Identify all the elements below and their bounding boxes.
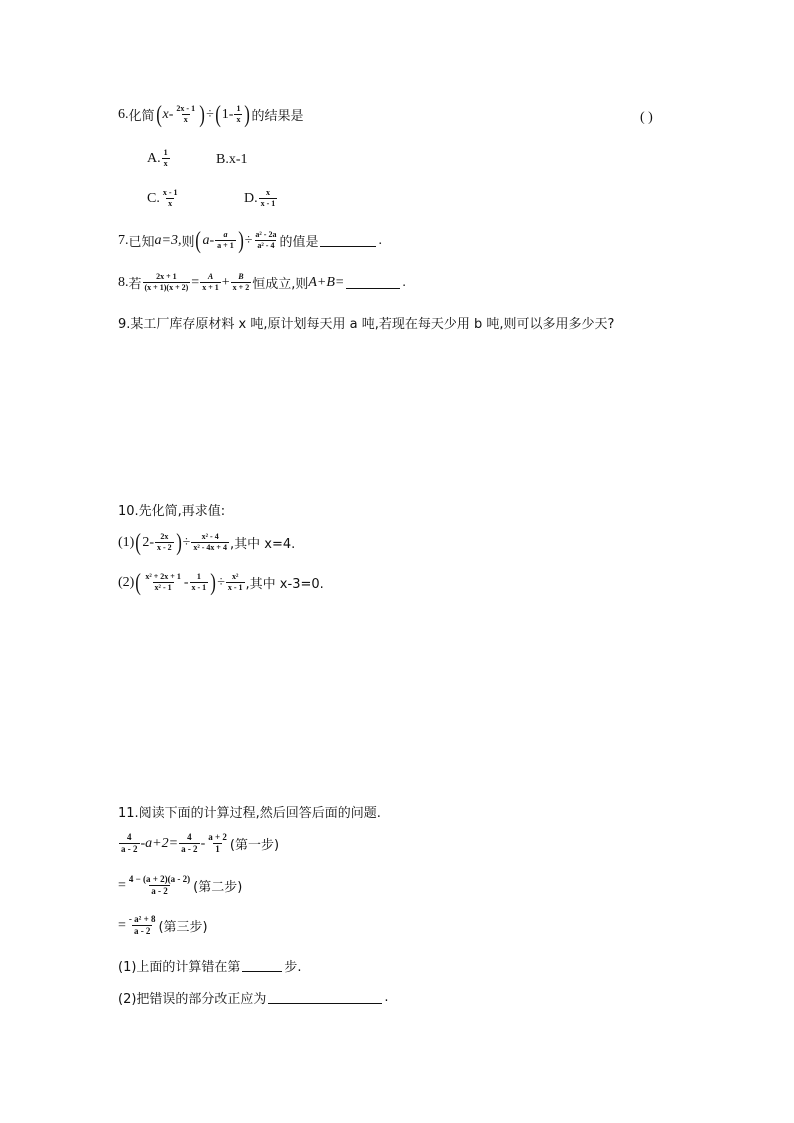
q6-fraction-1 xyxy=(174,104,197,125)
q8-tail: 恒成立,则 xyxy=(252,277,309,292)
q11-question-2 xyxy=(118,988,389,1007)
q11-q2-answer-blank[interactable] xyxy=(268,991,382,1004)
q11-s2-tail: (第二步) xyxy=(193,880,243,895)
q7-then: 则 xyxy=(181,235,195,250)
q11-title: 11.阅读下面的计算过程,然后回答后面的问题. xyxy=(118,806,381,821)
option-c-fraction xyxy=(161,188,180,209)
paren-close: ) xyxy=(210,569,216,596)
q8-end: . xyxy=(402,274,406,290)
q11-s1-fraction-3 xyxy=(206,832,229,855)
q6-lead: 化简 xyxy=(128,109,155,124)
q10-p2-f1-numerator: x² + 2x + 1 xyxy=(145,572,181,581)
q11-s3-fraction xyxy=(127,914,158,937)
q7-answer-blank[interactable] xyxy=(320,234,376,247)
q10-p1-f1-numerator: 2x xyxy=(160,532,169,541)
q10-p1-tail: ,其中 x=4. xyxy=(229,537,296,552)
q10-p1-fraction-2 xyxy=(191,532,229,553)
q7-number: 7. xyxy=(118,232,129,248)
q10-part-1 xyxy=(118,529,296,556)
q11-step-1 xyxy=(118,832,279,855)
paren-close: ) xyxy=(199,101,205,128)
q7-div: ÷ xyxy=(244,232,253,248)
question-6 xyxy=(118,101,304,128)
q11-s1-mid: -a+2= xyxy=(140,835,179,851)
q10-p1-f1-denominator: x - 2 xyxy=(157,543,172,552)
q10-p1-f2-numerator: x² - 4 xyxy=(201,532,219,541)
option-b-label: B. xyxy=(216,152,229,167)
q8-sum: A+B= xyxy=(308,274,345,290)
q6-f1-numerator: 2x - 1 xyxy=(176,104,196,113)
q11-s3-denominator: a - 2 xyxy=(133,926,151,936)
q8-f2-denominator: x + 1 xyxy=(202,283,219,292)
q10-p1-div: ÷ xyxy=(182,534,191,550)
option-b-text: x-1 xyxy=(228,152,248,167)
q8-fraction-3 xyxy=(231,272,252,293)
q6-f2-numerator: 1 xyxy=(236,104,241,113)
q11-q1-end: 步. xyxy=(284,960,302,975)
question-9: 9.某工厂库存原材料 x 吨,原计划每天用 a 吨,若现在每天少用 b 吨,则可以多用多少天? xyxy=(118,317,615,332)
q7-lead: 已知 xyxy=(128,235,155,250)
q6-f1-denominator: x xyxy=(183,115,188,124)
q6-option-b[interactable] xyxy=(216,152,248,168)
q10-p1-fraction-1 xyxy=(155,532,174,553)
option-d-fraction xyxy=(259,188,278,209)
q10-p2-fraction-3 xyxy=(226,572,245,593)
q10-p2-label: (2) xyxy=(118,574,135,590)
q6-div: ÷ xyxy=(206,106,214,122)
q10-p2-f3-numerator: x² xyxy=(232,572,239,581)
q11-question-1 xyxy=(118,956,302,975)
q11-s3-tail: (第三步) xyxy=(158,920,208,935)
question-8 xyxy=(118,272,406,293)
q11-s1-f3-numerator: a + 2 xyxy=(208,832,227,842)
question-7 xyxy=(118,227,382,254)
q8-eq: = xyxy=(191,274,200,290)
q7-f2-denominator: a² - 4 xyxy=(257,241,275,250)
q10-part-2 xyxy=(118,569,324,596)
option-c-numerator: x - 1 xyxy=(162,188,178,197)
q10-p2-f2-numerator: 1 xyxy=(196,572,201,581)
q11-s1-f2-numerator: 4 xyxy=(187,832,192,842)
q8-plus: + xyxy=(221,274,230,290)
q6-answer-paren: ( ) xyxy=(640,110,653,125)
q8-f3-numerator: B xyxy=(238,272,244,281)
q10-p2-fraction-1 xyxy=(143,572,183,593)
q11-q2-end: . xyxy=(384,990,389,1005)
paren-close: ) xyxy=(244,101,251,128)
q8-f3-denominator: x + 2 xyxy=(232,283,250,292)
q10-p1-label: (1) xyxy=(118,534,135,550)
q7-f1-numerator: a xyxy=(223,230,228,239)
q10-title: 10.先化简,再求值: xyxy=(118,504,226,519)
q6-option-a[interactable] xyxy=(147,148,171,169)
q10-p2-tail: ,其中 x-3=0. xyxy=(245,577,324,592)
q11-s1-f2-denominator: a - 2 xyxy=(181,844,198,854)
paren-open: ( xyxy=(155,101,162,128)
q7-a: a- xyxy=(202,232,215,248)
q11-s2-eq: = xyxy=(118,877,126,893)
q11-s1-f1-numerator: 4 xyxy=(127,832,132,842)
q10-p2-f1-denominator: x² - 1 xyxy=(154,583,172,592)
q6-tail: 的结果是 xyxy=(251,109,304,124)
paren-open: ( xyxy=(214,101,221,128)
q11-step-2 xyxy=(118,874,242,897)
q11-s2-denominator: a - 2 xyxy=(151,886,168,896)
q8-answer-blank[interactable] xyxy=(346,276,400,289)
q11-s1-minus: - xyxy=(200,835,206,851)
q7-fraction-2 xyxy=(253,230,278,251)
q8-fraction-2 xyxy=(200,272,221,293)
q8-f1-numerator: 2x + 1 xyxy=(156,272,177,281)
q6-option-c[interactable] xyxy=(147,188,181,209)
q7-fraction-1 xyxy=(215,230,236,251)
q8-lead: 若 xyxy=(128,277,142,292)
q11-q1-text: (1)上面的计算错在第 xyxy=(118,960,241,975)
q8-f1-denominator: (x + 1)(x + 2) xyxy=(144,283,189,292)
q8-fraction-1 xyxy=(143,272,191,293)
option-d-denominator: x - 1 xyxy=(260,199,276,208)
option-a-label: A. xyxy=(147,150,161,166)
paren-open: ( xyxy=(135,529,142,556)
q11-s2-numerator: 4 − (a + 2)(a - 2) xyxy=(128,874,191,884)
q11-s1-tail: (第一步) xyxy=(229,838,280,853)
q11-s1-fraction-2 xyxy=(179,832,200,855)
q6-option-d[interactable] xyxy=(244,188,278,209)
paren-open: ( xyxy=(135,569,142,596)
paren-close: ) xyxy=(237,227,244,254)
q11-s1-fraction-1 xyxy=(119,832,140,855)
q6-one: 1- xyxy=(221,106,234,122)
option-d-numerator: x xyxy=(265,188,270,197)
q10-p1-two: 2- xyxy=(142,534,154,550)
q11-step-3 xyxy=(118,914,208,937)
q6-f2-denominator: x xyxy=(236,115,241,124)
q7-cond: a=3, xyxy=(154,232,182,248)
option-c-denominator: x xyxy=(168,199,173,208)
q7-end: . xyxy=(378,232,382,248)
q10-p2-f3-denominator: x - 1 xyxy=(227,583,243,592)
q10-p2-div: ÷ xyxy=(217,574,225,590)
q6-fraction-2 xyxy=(234,104,242,125)
q10-p2-minus: - xyxy=(183,574,189,590)
q11-q2-text: (2)把错误的部分改正应为 xyxy=(118,992,267,1007)
q11-s2-fraction xyxy=(127,874,192,897)
q10-p1-f2-denominator: x² - 4x + 4 xyxy=(193,543,227,552)
q6-number: 6. xyxy=(118,106,129,122)
option-a-fraction xyxy=(162,148,170,169)
q10-p2-f2-denominator: x - 1 xyxy=(191,583,207,592)
q8-number: 8. xyxy=(118,274,129,290)
q8-f2-numerator: A xyxy=(207,272,214,281)
q11-s1-f1-denominator: a - 2 xyxy=(121,844,138,854)
q11-s3-eq: = xyxy=(118,917,126,933)
option-d-label: D. xyxy=(244,190,258,206)
q11-q1-answer-blank[interactable] xyxy=(242,959,282,972)
q6-x: x xyxy=(162,106,169,122)
option-a-numerator: 1 xyxy=(163,148,168,157)
q7-tail: 的值是 xyxy=(279,235,319,250)
q7-f1-denominator: a + 1 xyxy=(217,241,234,250)
paren-open: ( xyxy=(195,227,202,254)
option-a-denominator: x xyxy=(163,159,168,168)
q6-minus: - xyxy=(168,106,174,122)
q7-f2-numerator: a² - 2a xyxy=(255,230,277,239)
paren-close: ) xyxy=(175,529,182,556)
option-c-label: C. xyxy=(147,190,160,206)
q11-s3-numerator: - a² + 8 xyxy=(128,914,156,924)
q11-s1-f3-denominator: 1 xyxy=(215,844,220,854)
q10-p2-fraction-2 xyxy=(190,572,209,593)
